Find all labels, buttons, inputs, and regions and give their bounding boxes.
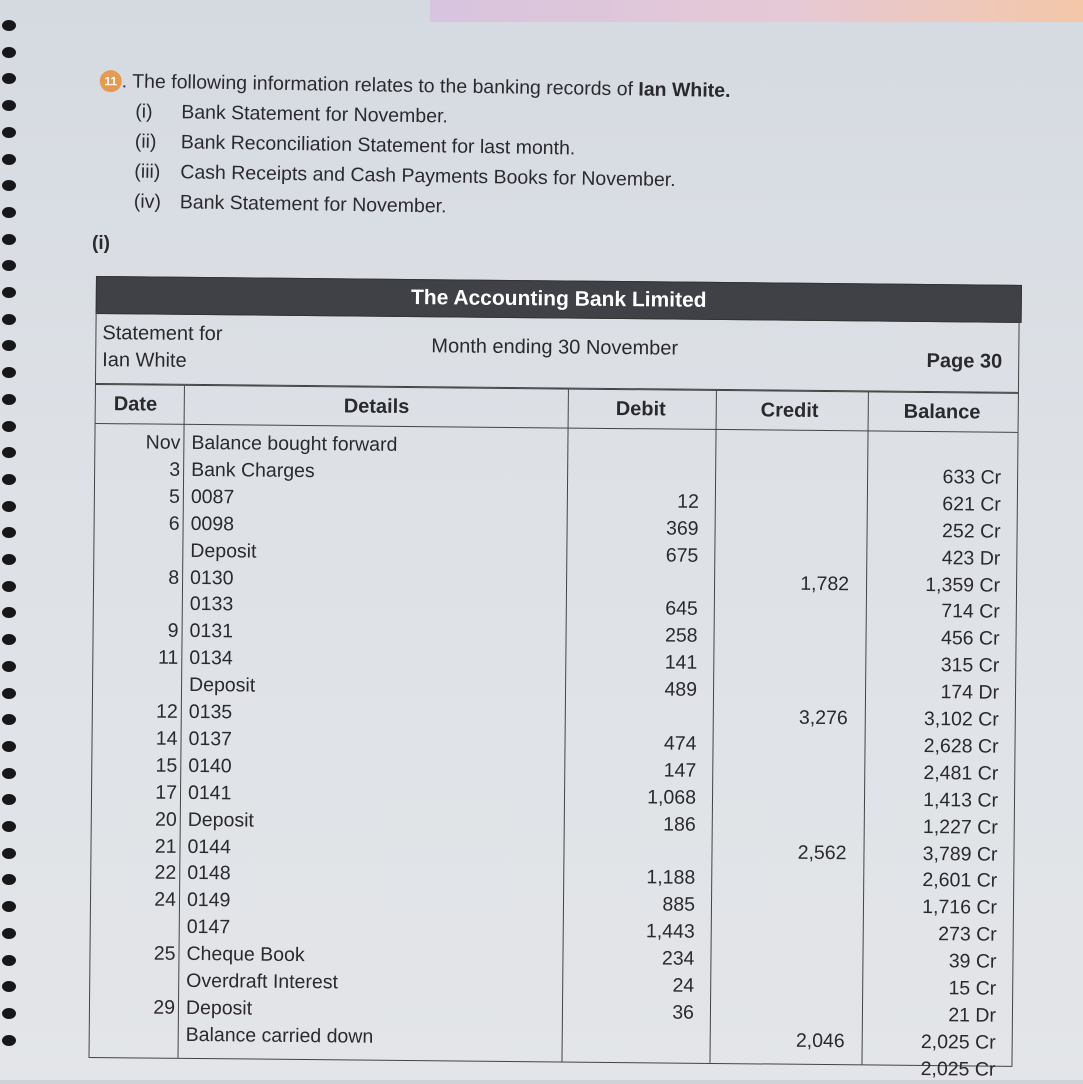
row-details: 0144 xyxy=(187,835,232,858)
row-debit: 147 xyxy=(663,759,697,782)
row-balance: 621 Cr xyxy=(942,492,1001,516)
row-balance: 633 Cr xyxy=(942,466,1002,489)
row-balance: 273 Cr xyxy=(938,923,997,946)
row-date: 9 xyxy=(167,620,179,643)
row-debit: 141 xyxy=(664,651,698,674)
row-details: 0130 xyxy=(190,566,234,589)
binding-hole xyxy=(2,741,16,752)
row-balance: 252 Cr xyxy=(941,519,1001,543)
row-balance: 2,628 Cr xyxy=(923,734,999,758)
row-date: 12 xyxy=(156,700,178,723)
row-balance: 1,413 Cr xyxy=(923,788,999,812)
row-details: Deposit xyxy=(187,808,255,832)
binding-hole xyxy=(2,314,16,325)
row-details: 0135 xyxy=(188,700,233,724)
binding-hole xyxy=(2,928,16,939)
binding-hole xyxy=(2,955,16,966)
row-details: 0133 xyxy=(189,593,234,616)
binding-hole xyxy=(2,207,16,218)
row-details: Deposit xyxy=(188,674,256,697)
row-details: 0131 xyxy=(189,620,234,643)
binding-hole xyxy=(2,394,16,405)
binding-hole xyxy=(2,180,16,191)
question-intro-name: Ian White. xyxy=(638,78,731,102)
row-debit: 474 xyxy=(663,732,697,755)
row-balance: 21 Dr xyxy=(948,1004,997,1027)
binding-hole xyxy=(2,581,16,592)
row-balance: 1,359 Cr xyxy=(925,573,1001,597)
row-date: 25 xyxy=(153,942,176,965)
question-item: (iv) Bank Statement for November. xyxy=(133,190,447,218)
binding-hole xyxy=(2,501,16,512)
col-header-date: Date xyxy=(113,393,158,416)
binding-hole xyxy=(2,474,16,485)
row-debit: 24 xyxy=(672,974,695,997)
row-details: Deposit xyxy=(190,539,257,563)
binding-hole xyxy=(2,661,16,672)
row-details: 0141 xyxy=(187,781,232,805)
row-date: 11 xyxy=(157,646,179,669)
row-balance: 2,025 Cr xyxy=(920,1030,996,1054)
row-details: 0098 xyxy=(190,512,235,536)
row-debit: 36 xyxy=(672,1001,695,1024)
row-details: Overdraft Interest xyxy=(186,969,339,994)
column-divider xyxy=(561,390,568,1062)
row-date: 20 xyxy=(154,808,177,831)
row-details: 0148 xyxy=(187,862,231,885)
binding-hole xyxy=(2,1008,16,1019)
row-balance: 3,789 Cr xyxy=(922,842,998,866)
row-balance: 3,102 Cr xyxy=(923,707,999,731)
binding-hole xyxy=(2,634,16,645)
row-debit: 645 xyxy=(665,597,698,621)
bank-statement xyxy=(88,276,1022,1081)
binding-hole xyxy=(2,260,16,271)
question-block xyxy=(98,66,880,228)
binding-hole xyxy=(2,874,16,885)
row-date: 29 xyxy=(153,996,176,1019)
binding-hole xyxy=(2,688,16,699)
binding-hole xyxy=(2,340,16,351)
col-header-credit: Credit xyxy=(760,399,819,422)
page-number: Page 30 xyxy=(926,349,1003,373)
row-details: Bank Charges xyxy=(191,458,315,482)
binding-hole xyxy=(2,367,16,378)
row-credit: 2,562 xyxy=(797,841,847,864)
row-balance: 2,025 Cr xyxy=(920,1057,996,1081)
row-details: 0137 xyxy=(188,727,233,751)
column-divider xyxy=(861,392,868,1064)
binding-hole xyxy=(2,901,16,912)
row-credit: 1,782 xyxy=(800,572,850,595)
row-date: 15 xyxy=(155,754,178,777)
binding-hole xyxy=(2,287,16,298)
statement-table xyxy=(88,384,1018,1081)
statement-for: Statement for Ian White xyxy=(102,320,223,375)
row-debit: 489 xyxy=(664,678,698,701)
col-header-balance: Balance xyxy=(903,400,981,424)
row-date: Nov xyxy=(145,431,181,454)
row-date: 3 xyxy=(169,458,181,481)
row-date: 21 xyxy=(154,835,177,858)
row-date: 6 xyxy=(168,512,180,535)
binding-hole xyxy=(2,981,16,992)
binding-hole xyxy=(2,768,16,779)
question-item: (i) Bank Statement for November. xyxy=(135,100,449,128)
part-label: (i) xyxy=(92,233,110,254)
spiral-binding xyxy=(0,20,26,1060)
row-details: 0140 xyxy=(188,754,232,778)
row-balance: 39 Cr xyxy=(948,950,997,973)
question-number: 11 xyxy=(100,70,122,92)
binding-hole xyxy=(2,421,16,432)
statement-header xyxy=(95,312,1020,393)
row-balance: 1,716 Cr xyxy=(922,896,998,919)
row-debit: 234 xyxy=(661,947,695,970)
bank-name: The Accounting Bank Limited xyxy=(96,276,1022,323)
binding-hole xyxy=(2,554,16,565)
row-debit: 186 xyxy=(663,813,696,836)
page-edge-strip xyxy=(430,0,1083,22)
row-date: 24 xyxy=(154,888,177,912)
binding-hole xyxy=(2,127,16,138)
row-debit: 1,443 xyxy=(645,920,695,943)
row-date: 17 xyxy=(155,781,178,804)
row-balance: 2,481 Cr xyxy=(923,761,999,785)
column-divider xyxy=(709,391,716,1063)
binding-hole xyxy=(2,527,16,538)
row-date: 8 xyxy=(168,566,180,589)
row-balance: 174 Dr xyxy=(940,681,1000,704)
binding-hole xyxy=(2,20,16,31)
statement-month: Month ending 30 November xyxy=(431,335,679,360)
row-balance: 714 Cr xyxy=(941,600,1000,624)
binding-hole xyxy=(2,1035,16,1046)
col-header-debit: Debit xyxy=(615,397,666,421)
row-details: 0149 xyxy=(186,889,231,912)
row-details: 0147 xyxy=(186,916,231,939)
row-credit: 2,046 xyxy=(795,1029,845,1053)
customer-name: Ian White xyxy=(102,349,187,372)
row-details: 0087 xyxy=(190,485,235,509)
binding-hole xyxy=(2,73,16,84)
question-item: (iii) Cash Receipts and Cash Payments Books for November. xyxy=(134,160,676,192)
row-balance: 423 Dr xyxy=(941,546,1001,570)
binding-hole xyxy=(2,848,16,859)
row-balance: 15 Cr xyxy=(948,977,997,1000)
row-balance: 315 Cr xyxy=(940,654,1000,677)
row-debit: 369 xyxy=(665,517,699,540)
row-credit: 3,276 xyxy=(798,706,848,730)
binding-hole xyxy=(2,47,16,58)
question-item: (ii) Bank Reconciliation Statement for last month. xyxy=(134,130,576,160)
row-debit: 12 xyxy=(677,490,699,513)
binding-hole xyxy=(2,234,16,245)
col-header-details: Details xyxy=(343,395,410,419)
binding-hole xyxy=(2,100,16,111)
row-details: Balance bought forward xyxy=(191,431,398,456)
binding-hole xyxy=(2,794,16,805)
row-balance: 2,601 Cr xyxy=(922,869,998,893)
binding-hole xyxy=(2,821,16,832)
row-debit: 1,188 xyxy=(646,866,696,890)
row-details: Cheque Book xyxy=(186,942,305,967)
binding-hole xyxy=(2,607,16,618)
row-date: 14 xyxy=(155,727,178,750)
binding-hole xyxy=(2,154,16,165)
row-debit: 1,068 xyxy=(647,786,697,809)
binding-hole xyxy=(2,714,16,725)
row-details: 0134 xyxy=(189,647,233,670)
binding-hole xyxy=(2,447,16,458)
question-intro-text: . The following information relates to the banking records of xyxy=(121,70,639,101)
row-debit: 258 xyxy=(664,624,698,648)
row-debit: 675 xyxy=(665,544,699,567)
row-balance: 1,227 Cr xyxy=(922,815,998,839)
row-balance: 456 Cr xyxy=(940,627,1000,650)
row-date: 5 xyxy=(168,485,180,508)
row-details: Deposit xyxy=(185,996,253,1020)
row-details: Balance carried down xyxy=(185,1023,374,1048)
column-headers xyxy=(96,385,1018,433)
row-debit: 885 xyxy=(662,893,696,917)
row-date: 22 xyxy=(154,861,177,885)
